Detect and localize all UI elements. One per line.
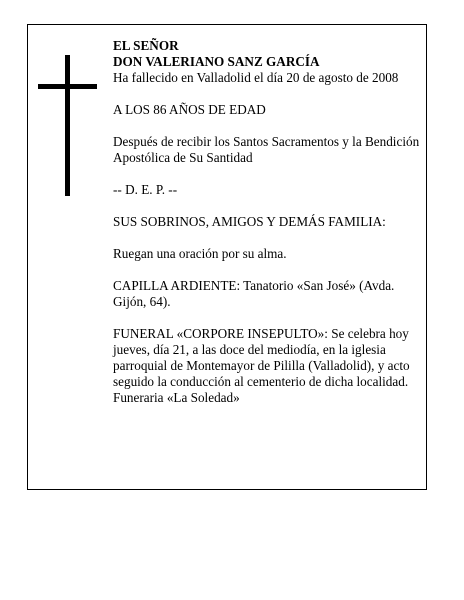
deceased-title: EL SEÑOR [113,38,179,53]
death-announcement: Ha fallecido en Valladolid el día 20 de agosto de 2008 [113,70,399,85]
cross-icon [65,55,70,196]
prayer-request: Ruegan una oración por su alma. [113,246,287,261]
deceased-name: DON VALERIANO SANZ GARCÍA [113,54,320,69]
family-line: SUS SOBRINOS, AMIGOS Y DEMÁS FAMILIA: [113,214,386,229]
funeral-info: FUNERAL «CORPORE INSEPULTO»: Se celebra hoy jueves, día 21, a las doce del mediodía, en la iglesia parroquial de Montemayor de Pililla (Valladolid), y acto seguido la conducción al cementerio de dicha localidad. [113,326,410,389]
age-line: A LOS 86 AÑOS DE EDAD [113,102,266,117]
cross-icon-bar [38,84,97,89]
funeral-home: Funeraria «La Soledad» [113,390,240,405]
obituary-text [113,38,425,406]
sacraments-text: Después de recibir los Santos Sacramentos y la Bendición Apostólica de Su Santidad [113,134,420,165]
rest-in-peace: -- D. E. P. -- [113,182,178,197]
chapel-info: CAPILLA ARDIENTE: Tanatorio «San José» (Avda. Gijón, 64). [113,278,395,309]
